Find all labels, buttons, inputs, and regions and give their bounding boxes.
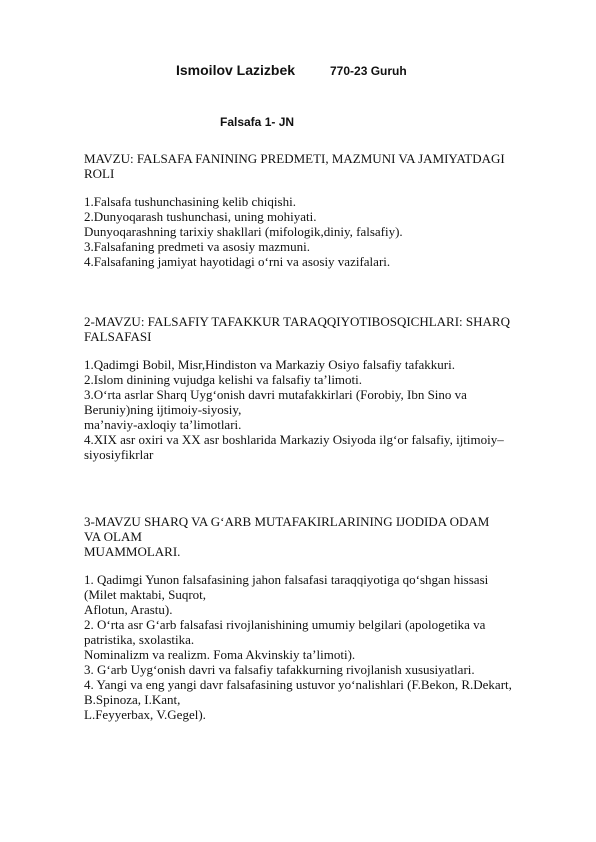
- section-title-line: 3-MAVZU SHARQ VA G‘ARB MUTAFAKIRLARINING IJODIDA ODAM: [84, 514, 490, 529]
- section-title-line: MUAMMOLARI.: [84, 544, 181, 559]
- topic-line: ma’naviy-axloqiy ta’limotlari.: [84, 417, 242, 432]
- topic-line: patristika, sxolastika.: [84, 632, 195, 647]
- topic-line: 4.Falsafaning jamiyat hayotidagi o‘rni va asosiy vazifalari.: [84, 254, 391, 269]
- topic-line: B.Spinoza, I.Kant,: [84, 692, 181, 707]
- topic-line: 4.XIX asr oxiri va XX asr boshlarida Markaziy Osiyoda ilg‘or falsafiy, ijtimoiy–: [84, 432, 504, 447]
- course-subtitle: Falsafa 1- JN: [220, 115, 295, 129]
- group-label: 770-23 Guruh: [330, 64, 407, 78]
- topic-line: 1. Qadimgi Yunon falsafasining jahon falsafasi taraqqiyotiga qo‘shgan hissasi: [84, 572, 489, 587]
- topic-line: 2.Dunyoqarash tushunchasi, uning mohiyati.: [84, 209, 317, 224]
- section-title-line: ROLI: [84, 166, 115, 181]
- author-name: Ismoilov Lazizbek: [176, 62, 296, 78]
- topic-line: L.Feyyerbax, V.Gegel).: [84, 707, 206, 722]
- section-title-line: 2-MAVZU: FALSAFIY TAFAKKUR TARAQQIYOTIBOSQICHLARI: SHARQ: [84, 314, 510, 329]
- topic-line: 2.Islom dinining vujudga kelishi va falsafiy ta’limoti.: [84, 372, 363, 387]
- section-3: [84, 514, 564, 722]
- section-2: [84, 314, 564, 462]
- topic-line: 3.O‘rta asrlar Sharq Uyg‘onish davri mutafakkirlari (Forobiy, Ibn Sino va: [84, 387, 467, 402]
- topic-line: 3. G‘arb Uyg‘onish davri va falsafiy tafakkurning rivojlanish xususiyatlari.: [84, 662, 475, 677]
- topic-line: siyosiyfikrlar: [84, 447, 154, 462]
- topic-line: Beruniy)ning ijtimoiy-siyosiy,: [84, 402, 242, 417]
- topic-line: 1.Falsafa tushunchasining kelib chiqishi.: [84, 194, 296, 209]
- topic-line: 1.Qadimgi Bobil, Misr,Hindiston va Markaziy Osiyo falsafiy tafakkuri.: [84, 357, 456, 372]
- topic-line: Nominalizm va realizm. Foma Akvinskiy ta’limoti).: [84, 647, 356, 662]
- section-title-line: FALSAFASI: [84, 329, 152, 344]
- topic-line: Aflotun, Arastu).: [84, 602, 173, 617]
- topic-line: 3.Falsafaning predmeti va asosiy mazmuni.: [84, 239, 311, 254]
- section-title-line: MAVZU: FALSAFA FANINING PREDMETI, MAZMUNI VA JAMIYATDAGI: [84, 151, 505, 166]
- topic-line: 4. Yangi va eng yangi davr falsafasining ustuvor yo‘nalishlari (F.Bekon, R.Dekart,: [84, 677, 512, 692]
- topic-line: 2. O‘rta asr G‘arb falsafasi rivojlanishining umumiy belgilari (apologetika va: [84, 617, 486, 632]
- topic-line: (Milet maktabi, Suqrot,: [84, 587, 207, 602]
- section-title-line: VA OLAM: [84, 529, 142, 544]
- section-1: [84, 151, 564, 269]
- topic-line: Dunyoqarashning tarixiy shakllari (mifologik,diniy, falsafiy).: [84, 224, 403, 239]
